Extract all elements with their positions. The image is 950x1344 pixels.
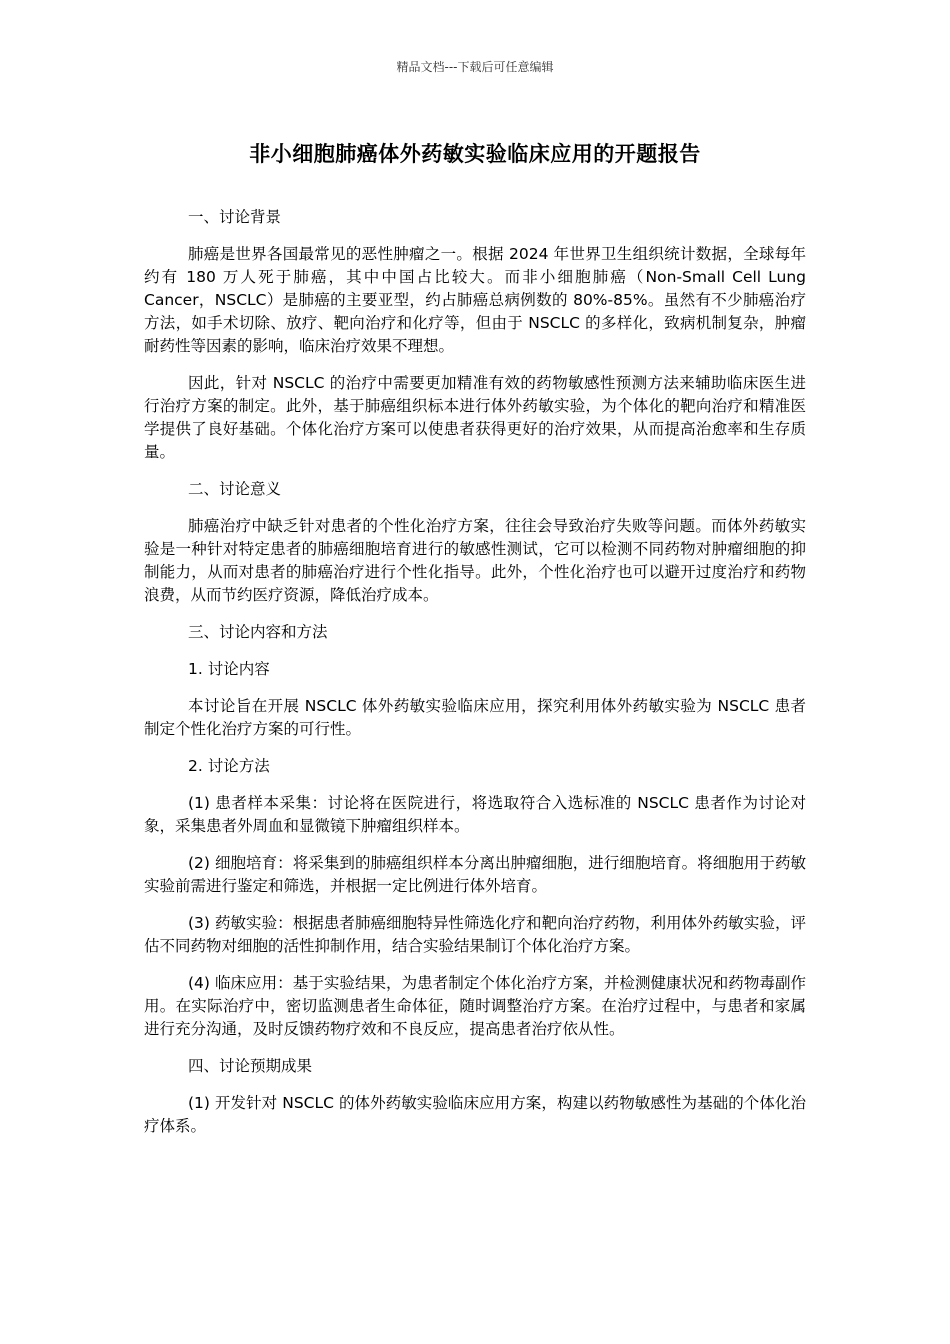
section-heading-significance: 二、讨论意义 [188,480,282,498]
section-heading-background: 一、讨论背景 [188,208,282,226]
document-title: 非小细胞肺癌体外药敏实验临床应用的开题报告 [249,142,701,166]
paragraph-significance: 肺癌治疗中缺乏针对患者的个性化治疗方案，往往会导致治疗失败等问题。而体外药敏实验是一种针对特定患者的肺癌细胞培育进行的敏感性测试，它可以检测不同药物对肿瘤细胞的抑制能力，从而对患者的肺癌治疗进行个性化指导。此外，个性化治疗也可以避开过度治疗和药物浪费，从而节约医疗资源，降低治疗成本。 [144,517,806,604]
subheading-content: 1. 讨论内容 [188,660,270,678]
method-item-drug-test: (3) 药敏实验：根据患者肺癌细胞特异性筛选化疗和靶向治疗药物，利用体外药敏实验，评估不同药物对细胞的活性抑制作用，结合实验结果制订个体化治疗方案。 [144,914,806,955]
section-heading-outcomes: 四、讨论预期成果 [188,1057,313,1075]
method-item-culture: (2) 细胞培育：将采集到的肺癌组织样本分离出肿瘤细胞，进行细胞培育。将细胞用于药敏实验前需进行鉴定和筛选，并根据一定比例进行体外培育。 [144,854,806,895]
paragraph-background-1: 肺癌是世界各国最常见的恶性肿瘤之一。根据 2024 年世界卫生组织统计数据，全球每年约有 180 万人死于肺癌，其中中国占比较大。而非小细胞肺癌（Non-Small Cell Lung Cancer，NSCLC）是肺癌的主要亚型，约占肺癌总病例数的 80%-85%。虽然有不少肺癌治疗方法，如手术切除、放疗、靶向治疗和化疗等，但由于 NSCLC 的多样化，致病机制复杂，肿瘤耐药性等因素的影响，临床治疗效果不理想。 [144,245,806,355]
document-body [144,206,806,1152]
subheading-methods: 2. 讨论方法 [188,757,270,775]
method-item-clinical: (4) 临床应用：基于实验结果，为患者制定个体化治疗方案，并检测健康状况和药物毒副作用。在实际治疗中，密切监测患者生命体征，随时调整治疗方案。在治疗过程中，与患者和家属进行充分沟通，及时反馈药物疗效和不良反应，提高患者治疗依从性。 [144,974,806,1038]
method-item-sampling: (1) 患者样本采集：讨论将在医院进行，将选取符合入选标准的 NSCLC 患者作为讨论对象，采集患者外周血和显微镜下肿瘤组织样本。 [144,794,806,835]
paragraph-background-2: 因此，针对 NSCLC 的治疗中需要更加精准有效的药物敏感性预测方法来辅助临床医生进行治疗方案的制定。此外，基于肺癌组织标本进行体外药敏实验，为个体化的靶向治疗和精准医学提供了良好基础。个体化治疗方案可以使患者获得更好的治疗效果，从而提高治愈率和生存质量。 [144,374,806,461]
outcome-item-1: (1) 开发针对 NSCLC 的体外药敏实验临床应用方案，构建以药物敏感性为基础的个体化治疗体系。 [144,1094,806,1135]
section-heading-content-methods: 三、讨论内容和方法 [188,623,328,641]
header-note: 精品文档---下载后可任意编辑 [396,60,554,74]
paragraph-content: 本讨论旨在开展 NSCLC 体外药敏实验临床应用，探究利用体外药敏实验为 NSCLC 患者制定个性化治疗方案的可行性。 [144,697,806,738]
